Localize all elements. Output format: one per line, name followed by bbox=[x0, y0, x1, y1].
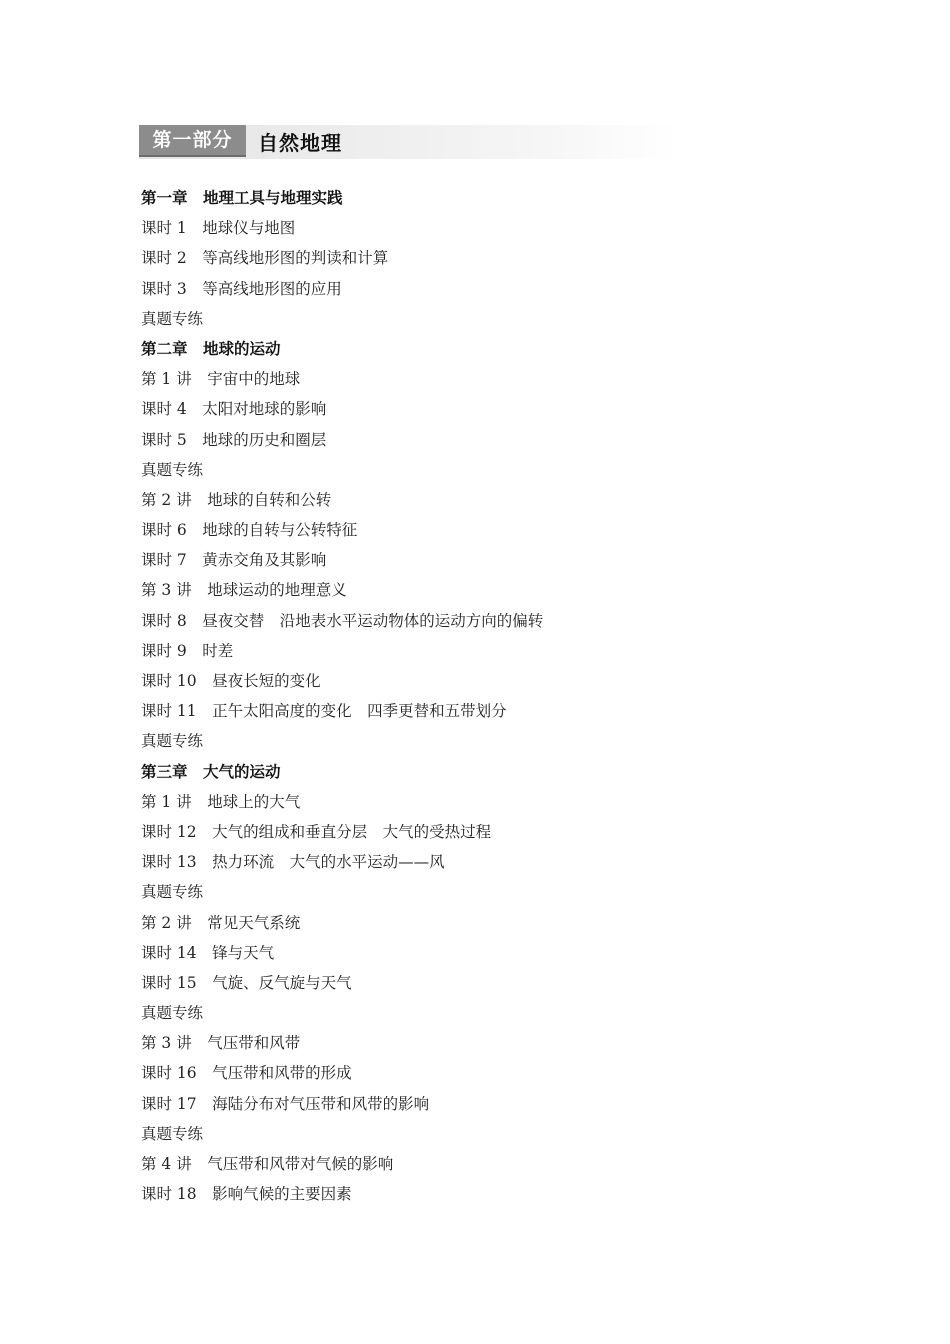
toc-lesson: 课时 11 正午太阳高度的变化 四季更替和五带划分 bbox=[141, 702, 507, 721]
toc-lecture: 第 2 讲 常见天气系统 bbox=[141, 913, 301, 932]
toc-lesson: 课时 17 海陆分布对气压带和风带的影响 bbox=[141, 1094, 430, 1113]
toc-practice: 真题专练 bbox=[141, 1004, 204, 1023]
toc-lesson: 课时 18 影响气候的主要因素 bbox=[141, 1185, 352, 1204]
toc-practice: 真题专练 bbox=[141, 309, 204, 328]
toc-chapter: 第一章 地理工具与地理实践 bbox=[141, 189, 343, 207]
toc-lesson: 课时 1 地球仪与地图 bbox=[141, 219, 296, 238]
toc-lesson: 课时 9 时差 bbox=[141, 641, 234, 660]
toc-lesson: 课时 14 锋与天气 bbox=[141, 943, 275, 962]
toc-practice: 真题专练 bbox=[141, 732, 204, 751]
toc-lesson: 课时 16 气压带和风带的形成 bbox=[141, 1064, 352, 1083]
toc-lesson: 课时 10 昼夜长短的变化 bbox=[141, 672, 321, 690]
toc-chapter: 第二章 地球的运动 bbox=[141, 339, 281, 358]
part-banner bbox=[139, 125, 679, 159]
toc-lecture: 第 1 讲 地球上的大气 bbox=[141, 792, 301, 811]
toc-lecture: 第 3 讲 地球运动的地理意义 bbox=[141, 581, 347, 600]
toc-practice: 真题专练 bbox=[141, 1124, 204, 1143]
toc-lesson: 课时 4 太阳对地球的影响 bbox=[141, 400, 327, 419]
part-tag: 第一部分 bbox=[139, 125, 246, 155]
toc-lecture: 第 1 讲 宇宙中的地球 bbox=[141, 370, 301, 389]
part-title: 自然地理 bbox=[258, 131, 342, 155]
toc-lesson: 课时 6 地球的自转与公转特征 bbox=[141, 521, 358, 540]
toc-lesson: 课时 3 等高线地形图的应用 bbox=[141, 279, 342, 298]
toc-lesson: 课时 15 气旋、反气旋与天气 bbox=[141, 973, 352, 992]
toc-lecture: 第 3 讲 气压带和风带 bbox=[141, 1034, 301, 1053]
toc-lecture: 第 4 讲 气压带和风带对气候的影响 bbox=[141, 1155, 394, 1173]
toc-chapter: 第三章 大气的运动 bbox=[141, 762, 281, 781]
toc-lecture: 第 2 讲 地球的自转和公转 bbox=[141, 490, 332, 509]
toc-lesson: 课时 5 地球的历史和圈层 bbox=[141, 430, 327, 449]
toc-lesson: 课时 12 大气的组成和垂直分层 大气的受热过程 bbox=[141, 822, 492, 841]
toc-practice: 真题专练 bbox=[141, 460, 204, 479]
table-of-contents bbox=[141, 183, 841, 1209]
toc-practice: 真题专练 bbox=[141, 883, 204, 902]
toc-lesson: 课时 13 热力环流 大气的水平运动——风 bbox=[141, 853, 445, 872]
toc-lesson: 课时 2 等高线地形图的判读和计算 bbox=[141, 249, 389, 268]
toc-lesson: 课时 7 黄赤交角及其影响 bbox=[141, 551, 327, 570]
toc-lesson: 课时 8 昼夜交替 沿地表水平运动物体的运动方向的偏转 bbox=[141, 611, 544, 630]
